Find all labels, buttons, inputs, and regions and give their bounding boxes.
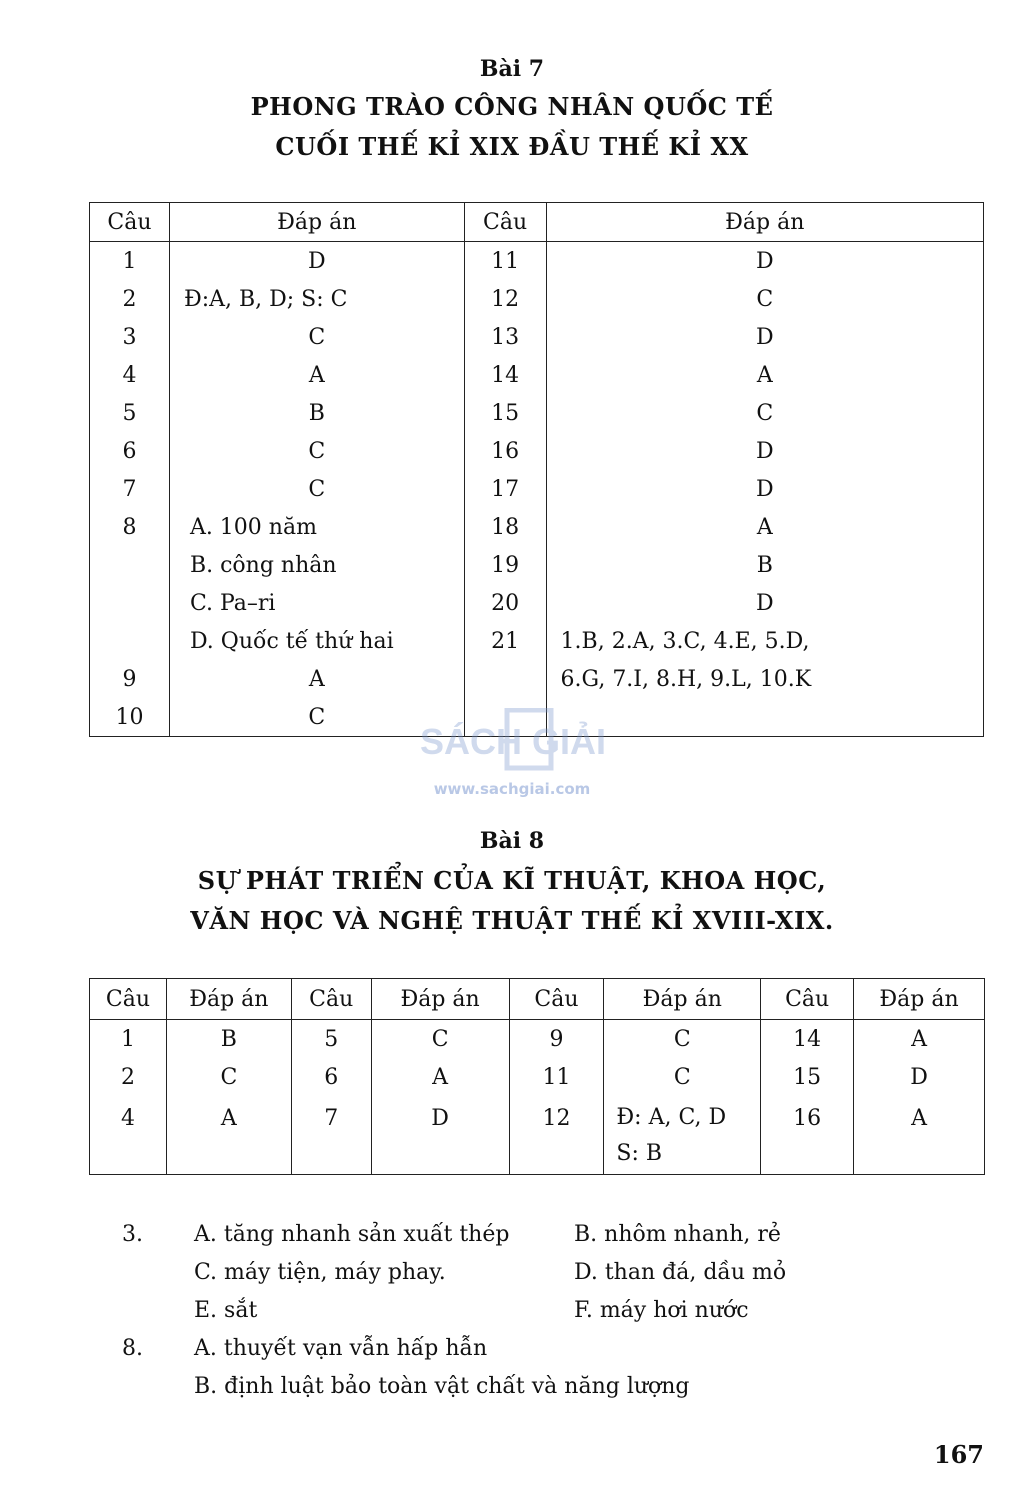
table-header-row: [90, 979, 985, 1020]
column-header: Đáp án: [546, 203, 983, 242]
column-header: Câu: [291, 979, 371, 1020]
answer-cell: D: [546, 242, 983, 281]
answer-cell: A: [166, 1096, 291, 1175]
note-item: E. sắt: [194, 1298, 258, 1323]
answer-cell: A: [854, 1020, 985, 1059]
answer-cell: C: [169, 432, 464, 470]
lesson7-title-line2: CUỐI THẾ KỈ XIX ĐẦU THẾ KỈ XX: [275, 132, 749, 161]
note-question-number: 3.: [122, 1222, 143, 1247]
answer-cell: D: [546, 584, 983, 622]
question-number: 4: [120, 1106, 135, 1131]
table-row: [90, 546, 984, 584]
question-number: 15: [761, 1058, 854, 1096]
answer-cell: Đ:A, B, D; S: C: [169, 280, 464, 318]
table-row: [90, 356, 984, 394]
question-number: 14: [464, 356, 546, 394]
table-header-row: [90, 203, 984, 242]
question-number: 7: [122, 476, 137, 502]
table-row: [90, 660, 984, 698]
question-number: 1: [122, 248, 137, 274]
note-item: B. định luật bảo toàn vật chất và năng lượng: [194, 1374, 690, 1399]
table-row: [90, 318, 984, 356]
question-number: 19: [464, 546, 546, 584]
answer-cell: A: [546, 508, 983, 546]
question-number: 1: [120, 1026, 135, 1052]
question-number: [90, 622, 170, 660]
answer-cell: B: [546, 546, 983, 584]
watermark-brand: SÁCH GIẢI: [419, 721, 607, 762]
page-number: 167: [933, 1440, 984, 1469]
table-row: [90, 470, 984, 508]
table-row: [90, 280, 984, 318]
lesson7-label: Bài 7: [479, 56, 545, 82]
question-number: 3: [122, 324, 137, 350]
answer-cell: D: [854, 1058, 985, 1096]
column-header: Đáp án: [371, 979, 509, 1020]
answer-cell: C: [371, 1020, 509, 1059]
answer-cell: 1.B, 2.A, 3.C, 4.E, 5.D,: [546, 622, 983, 660]
question-number: [464, 660, 546, 698]
lesson8-title-line2: VĂN HỌC VÀ NGHỆ THUẬT THẾ KỈ XVIII-XIX.: [190, 906, 834, 935]
table-row: [90, 508, 984, 546]
table-row: [90, 394, 984, 432]
column-header: Đáp án: [166, 979, 291, 1020]
question-number: 14: [761, 1020, 854, 1059]
column-header: Câu: [90, 203, 170, 242]
question-number: 10: [115, 704, 144, 730]
answer-cell: 6.G, 7.I, 8.H, 9.L, 10.K: [546, 660, 983, 698]
column-header: Câu: [761, 979, 854, 1020]
question-number: 6: [291, 1058, 371, 1096]
watermark-url: www.sachgiai.com: [433, 780, 591, 798]
answer-cell: B: [169, 394, 464, 432]
answer-cell: C: [169, 318, 464, 356]
column-header: Câu: [509, 979, 604, 1020]
answer-cell-multiline: [604, 1096, 761, 1175]
note-item: F. máy hơi nước: [574, 1298, 749, 1323]
answer-cell: C. Pa–ri: [169, 584, 464, 622]
table-row: [90, 1020, 985, 1059]
answer-cell: D: [546, 432, 983, 470]
lesson7-title-line1: PHONG TRÀO CÔNG NHÂN QUỐC TẾ: [250, 92, 774, 121]
answer-cell: B: [166, 1020, 291, 1059]
answer-cell: D: [546, 318, 983, 356]
answer-cell: A: [854, 1096, 985, 1175]
watermark-logo: [413, 708, 613, 780]
answer-line: Đ: A, C, D: [616, 1105, 727, 1130]
question-number: 15: [464, 394, 546, 432]
table-row: [90, 622, 984, 660]
column-header: Câu: [464, 203, 546, 242]
answer-cell: C: [604, 1058, 761, 1096]
question-number: 13: [464, 318, 546, 356]
note-item: A. tăng nhanh sản xuất thép: [194, 1222, 510, 1247]
question-number: 6: [122, 438, 137, 464]
table-row: [90, 1096, 985, 1175]
answer-cell: C: [546, 394, 983, 432]
question-number: 11: [464, 242, 546, 281]
question-number: 9: [509, 1020, 604, 1059]
table-row: [90, 242, 984, 281]
question-number: [90, 584, 170, 622]
answer-cell: D: [169, 242, 464, 281]
table-row: [90, 1058, 985, 1096]
note-item: D. than đá, dầu mỏ: [574, 1260, 787, 1285]
question-number: 2: [120, 1064, 135, 1090]
answer-cell: A: [169, 660, 464, 698]
answer-cell: C: [546, 280, 983, 318]
answer-cell: D: [546, 470, 983, 508]
answer-cell: C: [169, 698, 464, 737]
question-number: 18: [464, 508, 546, 546]
table-row: [90, 432, 984, 470]
answer-cell: A: [546, 356, 983, 394]
answer-line: S: B: [616, 1141, 663, 1166]
question-number: 17: [464, 470, 546, 508]
table-row: [90, 584, 984, 622]
answer-cell: C: [166, 1058, 291, 1096]
question-number: 5: [291, 1020, 371, 1059]
column-header: Đáp án: [854, 979, 985, 1020]
question-number: 2: [122, 286, 137, 312]
question-number: 16: [464, 432, 546, 470]
note-question-number: 8.: [122, 1336, 143, 1361]
question-number: 9: [122, 666, 137, 692]
note-item: C. máy tiện, máy phay.: [194, 1260, 446, 1285]
answer-cell: D: [371, 1096, 509, 1175]
question-number: 5: [122, 400, 137, 426]
answer-cell: A: [371, 1058, 509, 1096]
note-item: A. thuyết vạn vẫn hấp hẫn: [194, 1336, 488, 1361]
question-number: 7: [291, 1096, 371, 1175]
question-number: [90, 546, 170, 584]
question-number: 11: [509, 1058, 604, 1096]
answer-cell: A: [169, 356, 464, 394]
question-number: 12: [464, 280, 546, 318]
lesson7-answer-table: [89, 202, 984, 737]
lesson8-title-line1: SỰ PHÁT TRIỂN CỦA KĨ THUẬT, KHOA HỌC,: [197, 866, 827, 895]
column-header: Câu: [90, 979, 167, 1020]
question-number: 8: [122, 514, 137, 540]
answer-cell: C: [169, 470, 464, 508]
question-number: 4: [122, 362, 137, 388]
column-header: Đáp án: [169, 203, 464, 242]
lesson8-answer-table: [89, 978, 985, 1175]
answer-cell: D. Quốc tế thứ hai: [169, 622, 464, 660]
note-item: B. nhôm nhanh, rẻ: [574, 1222, 781, 1247]
question-number: 16: [761, 1096, 854, 1175]
question-number: 12: [509, 1096, 604, 1175]
question-number: 21: [464, 622, 546, 660]
answer-cell: C: [604, 1020, 761, 1059]
column-header: Đáp án: [604, 979, 761, 1020]
answer-cell: A. 100 năm: [169, 508, 464, 546]
question-number: 20: [464, 584, 546, 622]
answer-cell: B. công nhân: [169, 546, 464, 584]
lesson8-label: Bài 8: [479, 828, 545, 854]
